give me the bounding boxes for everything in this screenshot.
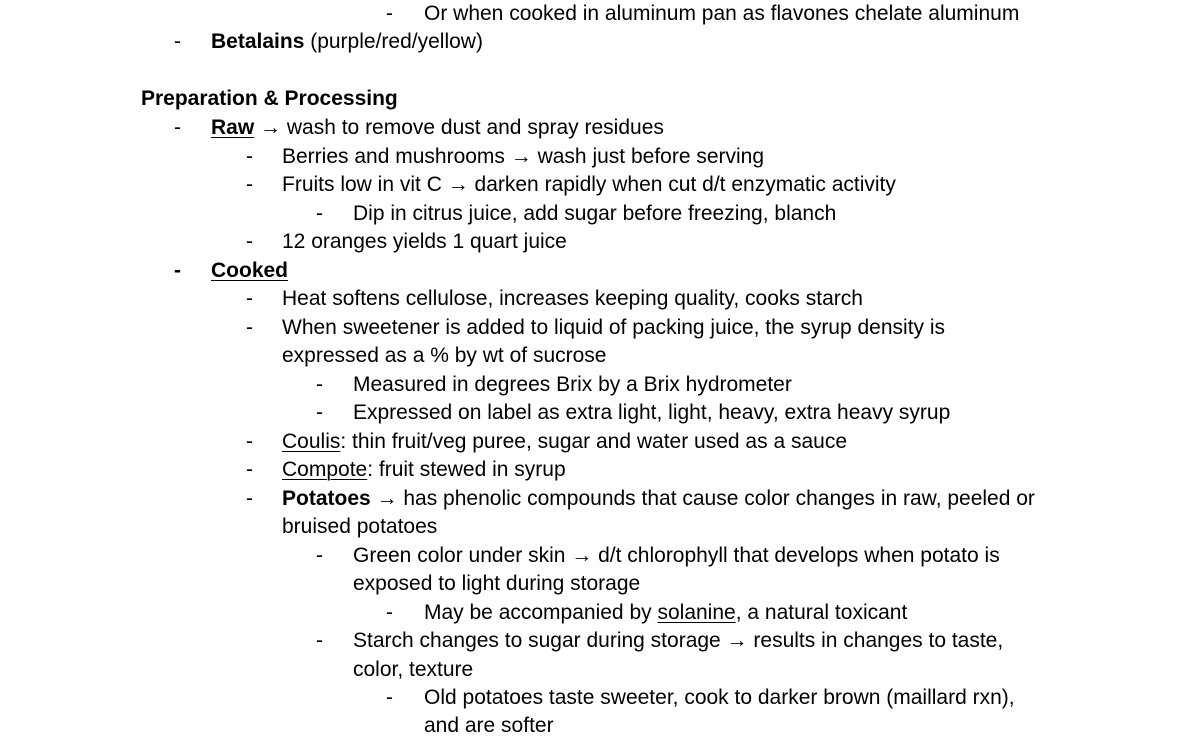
section-heading: Preparation & Processing: [141, 87, 398, 110]
list-item-continuation: color, texture: [353, 658, 474, 681]
list-item-text: (purple/red/yellow): [304, 30, 483, 53]
bullet-dash: -: [246, 430, 253, 453]
term-coulis: Coulis: [282, 430, 341, 453]
list-item: When sweetener is added to liquid of packing juice, the syrup density is: [282, 316, 946, 339]
list-item-coulis: [282, 428, 847, 456]
list-item-solanine: [424, 599, 907, 627]
bullet-dash: -: [246, 145, 253, 168]
bullet-dash: -: [246, 458, 253, 481]
bullet-dash: -: [386, 2, 393, 25]
list-item-continuation: exposed to light during storage: [353, 572, 641, 595]
list-item: Old potatoes taste sweeter, cook to darker brown (maillard rxn),: [424, 686, 1015, 709]
bullet-dash: -: [316, 373, 323, 396]
list-item: Dip in citrus juice, add sugar before freezing, blanch: [353, 202, 837, 225]
bullet-dash: -: [174, 30, 181, 53]
list-item-continuation: bruised potatoes: [282, 515, 438, 538]
bullet-dash: -: [386, 601, 393, 624]
list-item-continuation: and are softer: [424, 714, 554, 737]
list-item-compote: [282, 456, 566, 484]
term-compote: Compote: [282, 458, 368, 481]
list-item-text: : fruit stewed in syrup: [367, 458, 566, 481]
bullet-dash: -: [246, 230, 253, 253]
list-item: [211, 28, 483, 56]
list-item-text: , a natural toxicant: [735, 601, 908, 624]
list-item: Measured in degrees Brix by a Brix hydrometer: [353, 373, 792, 396]
bullet-dash: -: [316, 629, 323, 652]
list-item: Or when cooked in aluminum pan as flavones chelate aluminum: [424, 2, 1020, 25]
list-item: Green color under skin → d/t chlorophyll that develops when potato is: [353, 544, 1000, 567]
bullet-dash: -: [246, 487, 253, 510]
term-potatoes: Potatoes: [282, 487, 371, 510]
list-item-potatoes: [282, 485, 1035, 513]
list-item: Heat softens cellulose, increases keeping quality, cooks starch: [282, 287, 863, 310]
list-item: Starch changes to sugar during storage → results in changes to taste,: [353, 629, 1004, 652]
bullet-dash: -: [174, 259, 181, 282]
list-item-text: May be accompanied by: [424, 601, 658, 624]
term-raw: Raw: [211, 116, 255, 139]
list-item-raw: [211, 114, 664, 142]
bullet-dash: -: [316, 544, 323, 567]
bullet-dash: -: [316, 401, 323, 424]
list-item-text: → wash to remove dust and spray residues: [254, 116, 664, 139]
list-item-text: → has phenolic compounds that cause color changes in raw, peeled or: [370, 487, 1035, 510]
bullet-dash: -: [246, 173, 253, 196]
list-item: 12 oranges yields 1 quart juice: [282, 230, 567, 253]
bullet-dash: -: [246, 287, 253, 310]
term-cooked: Cooked: [211, 259, 289, 282]
term-solanine: solanine: [657, 601, 736, 624]
term-betalains: Betalains: [211, 30, 305, 53]
bullet-dash: -: [386, 686, 393, 709]
list-item: Expressed on label as extra light, light, heavy, extra heavy syrup: [353, 401, 951, 424]
bullet-dash: -: [316, 202, 323, 225]
bullet-dash: -: [246, 316, 253, 339]
list-item: Berries and mushrooms → wash just before serving: [282, 145, 765, 168]
bullet-dash: -: [174, 116, 181, 139]
list-item-text: : thin fruit/veg puree, sugar and water used as a sauce: [340, 430, 847, 453]
list-item: Fruits low in vit C → darken rapidly when cut d/t enzymatic activity: [282, 173, 896, 196]
list-item-continuation: expressed as a % by wt of sucrose: [282, 344, 607, 367]
